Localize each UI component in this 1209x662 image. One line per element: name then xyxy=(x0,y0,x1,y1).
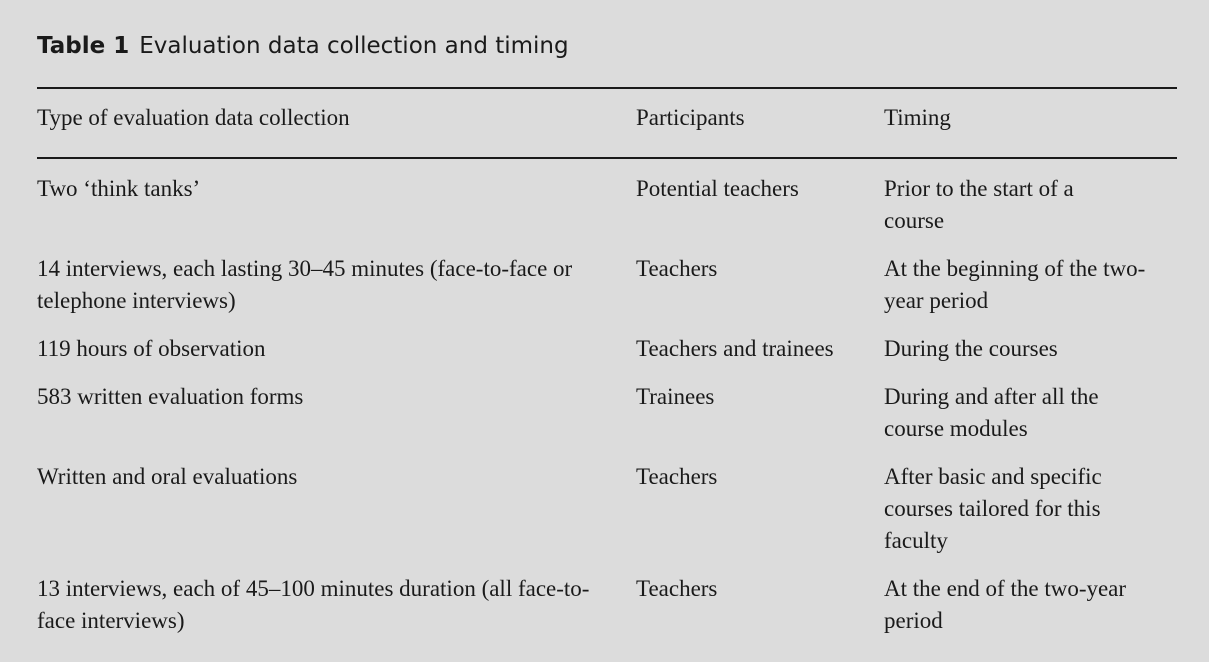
row-4-type: 583 written evaluation forms xyxy=(37,384,304,409)
table-top-rule xyxy=(37,87,1177,89)
row-5-type: Written and oral evaluations xyxy=(37,464,298,489)
row-4-participants: Trainees xyxy=(636,384,715,409)
header-type: Type of evaluation data collection xyxy=(37,105,350,130)
header-participants: Participants xyxy=(636,105,745,130)
row-2-timing: At the beginning of the two-year period xyxy=(884,256,1146,313)
row-1-timing: Prior to the start of a course xyxy=(884,176,1074,233)
row-6-timing: At the end of the two-year period xyxy=(884,576,1127,633)
row-4-timing: During and after all the course modules xyxy=(884,384,1099,441)
table-caption xyxy=(37,30,569,62)
row-3-timing: During the courses xyxy=(884,336,1058,361)
row-5-timing: After basic and specific courses tailored for this faculty xyxy=(884,464,1102,553)
row-2-type: 14 interviews, each lasting 30–45 minutes (face-to-face or telephone interviews) xyxy=(37,256,573,313)
table-header-rule xyxy=(37,157,1177,159)
table-title: Evaluation data collection and timing xyxy=(139,33,569,59)
row-3-participants: Teachers and trainees xyxy=(636,336,834,361)
row-5-participants: Teachers xyxy=(636,464,718,489)
row-1-participants: Potential teachers xyxy=(636,176,799,201)
row-6-participants: Teachers xyxy=(636,576,718,601)
row-2-participants: Teachers xyxy=(636,256,718,281)
row-6-type: 13 interviews, each of 45–100 minutes duration (all face-to-face interviews) xyxy=(37,576,590,633)
header-timing: Timing xyxy=(884,105,951,130)
table-label: Table 1 xyxy=(37,33,130,59)
row-3-type: 119 hours of observation xyxy=(37,336,266,361)
row-1-type: Two ‘think tanks’ xyxy=(37,176,201,201)
